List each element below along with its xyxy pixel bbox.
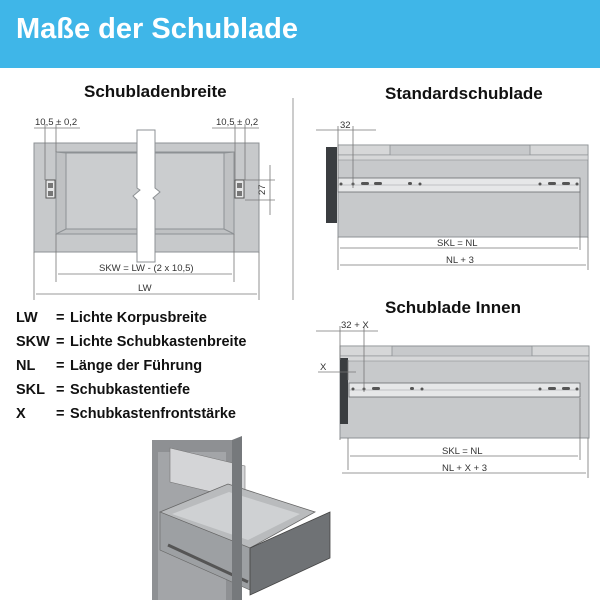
legend-text: Lichte Schubkastenbreite: [70, 334, 247, 350]
page-title: Maße der Schublade: [16, 13, 299, 45]
inner-drawer-drawing: [340, 346, 589, 438]
legend-abbr: X: [16, 406, 26, 422]
dim-32: 32: [340, 120, 351, 131]
dim-x: X: [320, 362, 327, 373]
drawer-3d-illustration: [152, 436, 342, 600]
dim-rail-height: 27: [257, 184, 268, 195]
legend-abbr: NL: [16, 358, 36, 374]
right-rail-profile: [235, 180, 244, 198]
left-rail-profile: [46, 180, 55, 198]
legend-abbr: LW: [16, 310, 38, 326]
legend-abbr: SKW: [16, 334, 50, 350]
dim-nl-x: NL + X + 3: [442, 463, 488, 474]
dim-skl: SKL = NL: [442, 446, 483, 457]
section-title-inner: Schublade Innen: [385, 298, 522, 317]
legend-text: Schubkastentiefe: [70, 382, 191, 398]
legend-abbr: SKL: [16, 382, 45, 398]
legend-equals: =: [56, 406, 65, 422]
legend-equals: =: [56, 310, 65, 326]
legend-text: Lichte Korpusbreite: [70, 310, 207, 326]
standard-drawer-drawing: [326, 145, 588, 237]
dim-right-offset: 10,5 ± 0,2: [216, 117, 259, 128]
legend-text: Länge der Führung: [70, 358, 203, 374]
dim-lw: LW: [138, 283, 152, 294]
drawer-front: [326, 147, 337, 223]
dim-skw: SKW = LW - (2 x 10,5): [99, 263, 194, 274]
dim-left-offset: 10,5 ± 0,2: [35, 117, 78, 128]
section-title-standard: Standardschublade: [385, 84, 543, 103]
dim-32-plus-x: 32 + X: [341, 320, 369, 331]
legend-equals: =: [56, 382, 65, 398]
legend-text: Schubkastenfrontstärke: [70, 406, 236, 422]
drawer-front: [340, 358, 348, 424]
section-title-width: Schubladenbreite: [84, 82, 227, 101]
dim-nl: NL + 3: [446, 255, 474, 266]
legend-equals: =: [56, 358, 65, 374]
legend-equals: =: [56, 334, 65, 350]
dim-skl: SKL = NL: [437, 238, 478, 249]
